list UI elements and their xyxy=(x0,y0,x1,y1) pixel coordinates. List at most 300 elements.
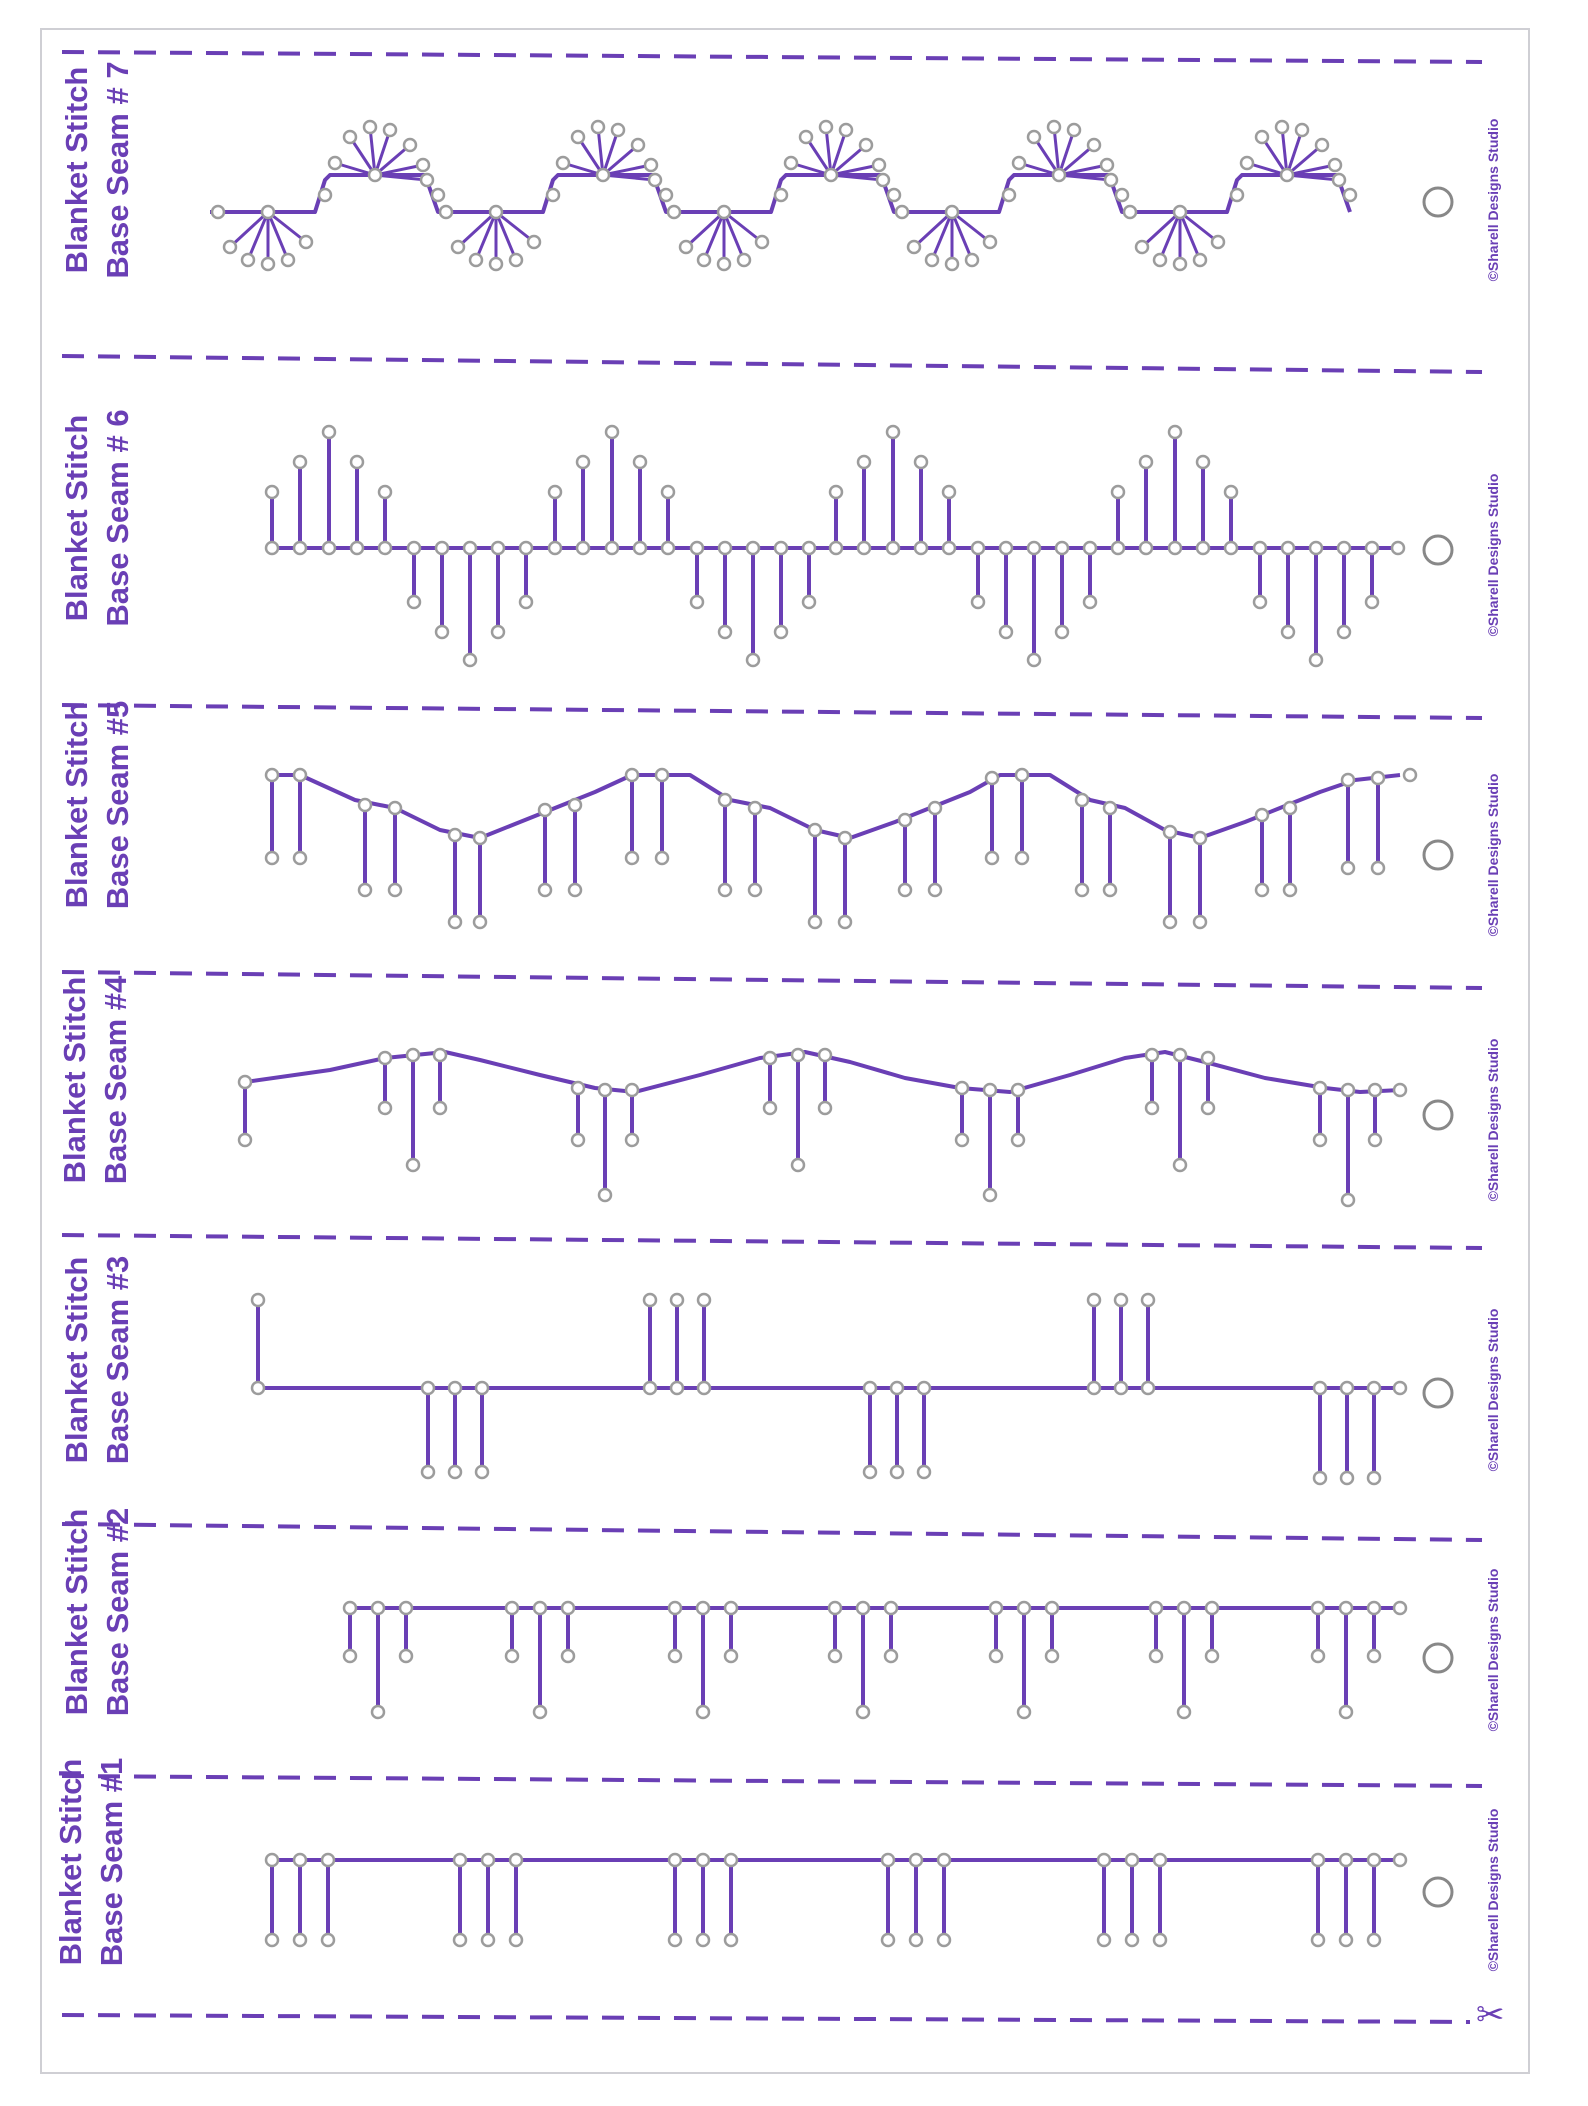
stitch-hole xyxy=(775,542,787,554)
stitch-hole xyxy=(1241,157,1253,169)
stitch-hole xyxy=(1101,159,1113,171)
stitch-hole xyxy=(899,814,911,826)
stitch-hole xyxy=(1369,1134,1381,1146)
seam-title xyxy=(50,1732,160,1992)
stitch-hole xyxy=(984,1189,996,1201)
stitch-hole xyxy=(990,1602,1002,1614)
stitch-hole xyxy=(1012,1134,1024,1146)
stitch-hole xyxy=(718,258,730,270)
stitch-hole xyxy=(266,852,278,864)
stitch-hole xyxy=(1202,1052,1214,1064)
stitch-hole xyxy=(323,542,335,554)
stitch-hole xyxy=(634,542,646,554)
stitch-hole xyxy=(572,131,584,143)
stitch-hole xyxy=(800,131,812,143)
stitch-hole xyxy=(1366,596,1378,608)
stitch-hole xyxy=(266,1934,278,1946)
stitch-hole xyxy=(592,121,604,133)
stitch-hole xyxy=(266,1854,278,1866)
stitch-hole xyxy=(1312,1650,1324,1662)
stitch-hole xyxy=(510,254,522,266)
seam-title-line1: Blanket Stitch xyxy=(59,1256,94,1464)
stitch-hole xyxy=(840,124,852,136)
stitch-hole xyxy=(1394,1602,1406,1614)
stitch-hole xyxy=(1164,826,1176,838)
stitch-hole xyxy=(864,1466,876,1478)
stitch-hole xyxy=(885,1602,897,1614)
stitch-hole xyxy=(1028,654,1040,666)
stitch-hole xyxy=(725,1934,737,1946)
punch-hole xyxy=(1424,841,1452,869)
stitch-hole xyxy=(1312,1854,1324,1866)
stitch-hole xyxy=(1076,884,1088,896)
stitch-hole xyxy=(562,1650,574,1662)
stitch-hole xyxy=(359,884,371,896)
stitch-hole xyxy=(539,804,551,816)
stitch-hole xyxy=(680,241,692,253)
stitch-hole xyxy=(1016,852,1028,864)
stitch-hole xyxy=(1254,542,1266,554)
stitch-hole xyxy=(719,884,731,896)
seam-title-line1: Blanket Stitch xyxy=(59,701,94,909)
stitch-hole xyxy=(1088,1382,1100,1394)
stitch-hole xyxy=(956,1134,968,1146)
stitch-hole xyxy=(986,772,998,784)
stitch-hole xyxy=(946,258,958,270)
stitch-hole xyxy=(764,1052,776,1064)
stitch-hole xyxy=(1206,1602,1218,1614)
stitch-hole xyxy=(252,1294,264,1306)
stitch-hole xyxy=(1197,542,1209,554)
stitch-hole xyxy=(929,884,941,896)
stitch-hole xyxy=(656,769,668,781)
seam-title-line1: Blanket Stitch xyxy=(59,414,94,622)
stitch-hole xyxy=(572,1082,584,1094)
stitch-hole xyxy=(857,1602,869,1614)
seam-title xyxy=(56,1230,166,1490)
stitch-hole xyxy=(669,1602,681,1614)
stitch-hole xyxy=(1164,916,1176,928)
stitch-hole xyxy=(1140,456,1152,468)
stitch-hole xyxy=(1197,456,1209,468)
stitch-hole xyxy=(294,456,306,468)
stitch-hole xyxy=(1115,1294,1127,1306)
stitch-hole xyxy=(809,916,821,928)
stitch-hole xyxy=(718,206,730,218)
stitch-hole xyxy=(562,1602,574,1614)
stitch-hole xyxy=(408,542,420,554)
stitch-hole xyxy=(421,174,433,186)
stitch-hole xyxy=(626,769,638,781)
stitch-hole xyxy=(606,542,618,554)
stitch-hole xyxy=(569,799,581,811)
stitch-hole xyxy=(417,159,429,171)
stitch-hole xyxy=(764,1102,776,1114)
seam-title xyxy=(56,675,166,935)
stitch-hole xyxy=(775,626,787,638)
stitch-hole xyxy=(1142,1382,1154,1394)
stitch-hole xyxy=(719,542,731,554)
stitch-hole xyxy=(887,542,899,554)
stitch-hole xyxy=(896,206,908,218)
stitch-hole xyxy=(1105,174,1117,186)
stitch-hole xyxy=(1368,1472,1380,1484)
stitch-hole xyxy=(1084,596,1096,608)
stitch-hole xyxy=(984,236,996,248)
stitch-hole xyxy=(1018,1706,1030,1718)
stitch-hole xyxy=(464,654,476,666)
stitch-hole xyxy=(632,139,644,151)
stitch-hole xyxy=(1169,542,1181,554)
stitch-hole xyxy=(1028,131,1040,143)
stitch-hole xyxy=(407,1159,419,1171)
stitch-hole xyxy=(597,169,609,181)
stitch-hole xyxy=(1206,1650,1218,1662)
stitch-hole xyxy=(300,236,312,248)
stitch-hole xyxy=(436,542,448,554)
stitch-hole xyxy=(549,486,561,498)
scissors-icon: ✂ xyxy=(1476,1995,1505,2035)
stitch-hole xyxy=(738,254,750,266)
stitch-hole xyxy=(1174,258,1186,270)
stitch-hole xyxy=(908,241,920,253)
stitch-hole xyxy=(626,852,638,864)
stitch-hole xyxy=(719,794,731,806)
stitch-hole xyxy=(1012,1084,1024,1096)
stitch-hole xyxy=(1000,626,1012,638)
stitch-hole xyxy=(1394,1382,1406,1394)
stitch-hole xyxy=(785,157,797,169)
stitch-hole xyxy=(422,1466,434,1478)
stitch-hole xyxy=(1178,1602,1190,1614)
copyright-credit: ©Sharell Designs Studio xyxy=(1485,1808,1501,1972)
stitch-hole xyxy=(819,1049,831,1061)
stitch-hole xyxy=(1256,131,1268,143)
stitch-hole xyxy=(910,1854,922,1866)
stitch-hole xyxy=(379,1102,391,1114)
stitch-hole xyxy=(557,157,569,169)
stitch-hole xyxy=(698,254,710,266)
stitch-hole xyxy=(830,486,842,498)
stitch-hole xyxy=(645,159,657,171)
stitch-hole xyxy=(972,596,984,608)
stitch-hole xyxy=(1340,1706,1352,1718)
stitch-hole xyxy=(239,1076,251,1088)
stitch-hole xyxy=(966,254,978,266)
stitch-hole xyxy=(490,258,502,270)
stitch-hole xyxy=(1013,157,1025,169)
cut-line xyxy=(62,52,1482,62)
stitch-hole xyxy=(492,542,504,554)
stitch-hole xyxy=(803,596,815,608)
punch-hole xyxy=(1424,536,1452,564)
stitch-hole xyxy=(510,1854,522,1866)
stitch-hole xyxy=(839,832,851,844)
stitch-hole xyxy=(1098,1854,1110,1866)
stitch-hole xyxy=(474,832,486,844)
stitch-hole xyxy=(857,1706,869,1718)
stitch-hole xyxy=(569,884,581,896)
stitch-hole xyxy=(820,121,832,133)
seam-title-line2: Base Seam #4 xyxy=(98,975,133,1185)
stitch-hole xyxy=(1116,189,1128,201)
stitch-hole xyxy=(464,542,476,554)
stitch-hole xyxy=(656,852,668,864)
stitch-hole xyxy=(400,1650,412,1662)
stitch-hole xyxy=(1366,542,1378,554)
stitch-hole xyxy=(1368,1602,1380,1614)
stitch-hole xyxy=(599,1084,611,1096)
stitch-hole xyxy=(224,241,236,253)
stitch-hole xyxy=(938,1854,950,1866)
stitch-hole xyxy=(1124,206,1136,218)
stitch-hole xyxy=(1333,174,1345,186)
seam-title-line2: Base Seam #1 xyxy=(94,1757,129,1967)
stitch-hole xyxy=(1310,654,1322,666)
stitch-hole xyxy=(389,884,401,896)
stitch-hole xyxy=(864,1382,876,1394)
stitch-hole xyxy=(1225,542,1237,554)
stitch-hole xyxy=(528,236,540,248)
stitch-hole xyxy=(1018,1602,1030,1614)
stitch-hole xyxy=(577,456,589,468)
stitch-hole xyxy=(434,1049,446,1061)
stitch-hole xyxy=(956,1082,968,1094)
stitch-hole xyxy=(1314,1382,1326,1394)
stitch-hole xyxy=(1169,426,1181,438)
stitch-hole xyxy=(697,1934,709,1946)
stitch-hole xyxy=(888,189,900,201)
stitch-hole xyxy=(697,1602,709,1614)
stitch-hole xyxy=(294,769,306,781)
stitch-hole xyxy=(389,802,401,814)
stitch-hole xyxy=(476,1466,488,1478)
stitch-hole xyxy=(1392,542,1404,554)
seam-title-line2: Base Seam #2 xyxy=(100,1507,135,1717)
stitch-hole xyxy=(1231,189,1243,201)
stitch-hole xyxy=(454,1854,466,1866)
stitch-hole xyxy=(1368,1854,1380,1866)
stitch-hole xyxy=(242,254,254,266)
stitch-hole xyxy=(344,1602,356,1614)
stitch-hole xyxy=(408,596,420,608)
stitch-hole xyxy=(369,169,381,181)
stitch-hole xyxy=(649,174,661,186)
stitch-hole xyxy=(1046,1602,1058,1614)
stitch-hole xyxy=(379,486,391,498)
seam-title-line1: Blanket Stitch xyxy=(59,1508,94,1716)
punch-hole xyxy=(1424,1878,1452,1906)
stitch-hole xyxy=(829,1650,841,1662)
stitch-hole xyxy=(1136,241,1148,253)
stitch-hole xyxy=(719,626,731,638)
stitch-hole xyxy=(1281,169,1293,181)
stitch-hole xyxy=(819,1102,831,1114)
stitch-hole xyxy=(359,799,371,811)
seam-title xyxy=(54,950,164,1210)
seam-path xyxy=(272,775,1400,838)
seam-title-line2: Base Seam #5 xyxy=(100,700,135,910)
stitch-hole xyxy=(1338,542,1350,554)
stitch-hole xyxy=(749,802,761,814)
stitch-hole xyxy=(1174,206,1186,218)
stitch-hole xyxy=(1084,542,1096,554)
stitch-hole xyxy=(262,258,274,270)
stitch-hole xyxy=(803,542,815,554)
seam-title-line2: Base Seam # 6 xyxy=(100,409,135,627)
stitch-hole xyxy=(1284,884,1296,896)
seam-title xyxy=(56,40,166,300)
stitch-hole xyxy=(1140,542,1152,554)
stitch-hole xyxy=(990,1650,1002,1662)
stitch-hole xyxy=(329,157,341,169)
stitch-hole xyxy=(1126,1934,1138,1946)
stitch-hole xyxy=(1342,862,1354,874)
stitch-hole xyxy=(1056,626,1068,638)
stitch-hole xyxy=(344,1650,356,1662)
stitch-hole xyxy=(1048,121,1060,133)
stitch-hole xyxy=(860,139,872,151)
stitch-hole xyxy=(344,131,356,143)
stitch-hole xyxy=(634,456,646,468)
stitch-hole xyxy=(1046,1650,1058,1662)
stitch-hole xyxy=(669,1650,681,1662)
cut-line xyxy=(62,1524,1482,1540)
stitch-hole xyxy=(266,769,278,781)
stitch-hole xyxy=(432,189,444,201)
stitch-hole xyxy=(379,542,391,554)
stitch-hole xyxy=(915,456,927,468)
stitch-hole xyxy=(887,426,899,438)
stitch-hole xyxy=(691,596,703,608)
stitch-hole xyxy=(1053,169,1065,181)
stitch-hole xyxy=(1003,189,1015,201)
stitch-hole xyxy=(1174,1159,1186,1171)
stitch-hole xyxy=(1314,1472,1326,1484)
seam-title-line1: Blanket Stitch xyxy=(53,1758,88,1966)
stitch-hole xyxy=(510,1934,522,1946)
stitch-hole xyxy=(1028,542,1040,554)
stitch-hole xyxy=(915,542,927,554)
stitch-hole xyxy=(1225,486,1237,498)
stitch-hole xyxy=(1340,1854,1352,1866)
stitch-hole xyxy=(1369,1084,1381,1096)
stitch-hole xyxy=(918,1466,930,1478)
stitch-hole xyxy=(698,1382,710,1394)
stitch-hole xyxy=(1338,626,1350,638)
stitch-hole xyxy=(449,1382,461,1394)
stitch-hole xyxy=(599,1189,611,1201)
copyright-credit: ©Sharell Designs Studio xyxy=(1485,1308,1501,1472)
stitch-hole xyxy=(490,206,502,218)
stitch-hole xyxy=(1126,1854,1138,1866)
stitch-hole xyxy=(612,124,624,136)
stitch-hole xyxy=(725,1602,737,1614)
stitch-hole xyxy=(882,1854,894,1866)
stitch-hole xyxy=(476,1382,488,1394)
stitch-hole xyxy=(252,1382,264,1394)
stitch-hole xyxy=(829,1602,841,1614)
stitch-hole xyxy=(662,542,674,554)
stitch-hole xyxy=(1194,832,1206,844)
stitch-hole xyxy=(1341,1472,1353,1484)
stitch-hole xyxy=(858,456,870,468)
stitch-hole xyxy=(294,542,306,554)
stitch-hole xyxy=(725,1650,737,1662)
stitch-hole xyxy=(1316,139,1328,151)
stitch-hole xyxy=(1276,121,1288,133)
cut-line xyxy=(62,972,1482,988)
stitch-hole xyxy=(839,916,851,928)
stitch-hole xyxy=(1312,1602,1324,1614)
stitch-hole xyxy=(1076,794,1088,806)
stitch-hole xyxy=(1142,1294,1154,1306)
stitch-hole xyxy=(938,1934,950,1946)
stitch-hole xyxy=(470,254,482,266)
stitch-hole xyxy=(454,1934,466,1946)
stitch-hole xyxy=(899,884,911,896)
stitch-hole xyxy=(322,1854,334,1866)
stitch-hole xyxy=(669,1934,681,1946)
stitch-hole xyxy=(691,542,703,554)
stitch-hole xyxy=(1372,862,1384,874)
stitch-hole xyxy=(323,426,335,438)
stitch-hole xyxy=(873,159,885,171)
stitch-hole xyxy=(1112,542,1124,554)
stitch-hole xyxy=(972,542,984,554)
stitch-hole xyxy=(1296,124,1308,136)
stitch-hole xyxy=(1154,1854,1166,1866)
seam-title xyxy=(56,1482,166,1742)
punch-hole xyxy=(1424,1379,1452,1407)
stitch-hole xyxy=(1202,1102,1214,1114)
stitch-hole xyxy=(294,1934,306,1946)
stitch-hole xyxy=(372,1602,384,1614)
cut-line xyxy=(62,356,1482,372)
stitch-hole xyxy=(747,654,759,666)
stitch-hole xyxy=(891,1466,903,1478)
stitch-hole xyxy=(1146,1049,1158,1061)
copyright-credit: ©Sharell Designs Studio xyxy=(1485,473,1501,637)
stitch-hole xyxy=(858,542,870,554)
stitch-hole xyxy=(830,542,842,554)
stitch-hole xyxy=(1154,1934,1166,1946)
stitch-hole xyxy=(1394,1084,1406,1096)
stitch-hole xyxy=(474,916,486,928)
stitch-hole xyxy=(698,1294,710,1306)
stitch-hole xyxy=(482,1854,494,1866)
stitch-hole xyxy=(547,189,559,201)
stitch-hole xyxy=(671,1382,683,1394)
stitch-hole xyxy=(1000,542,1012,554)
stitch-hole xyxy=(549,542,561,554)
stitch-hole xyxy=(626,1084,638,1096)
stitch-hole xyxy=(482,1934,494,1946)
stitch-hole xyxy=(660,189,672,201)
stitch-hole xyxy=(322,1934,334,1946)
stitch-hole xyxy=(539,884,551,896)
stitch-hole xyxy=(1282,542,1294,554)
stitch-hole xyxy=(1098,1934,1110,1946)
stitch-hole xyxy=(1056,542,1068,554)
stitch-hole xyxy=(506,1650,518,1662)
cut-line xyxy=(62,705,1482,718)
stitch-hole xyxy=(1088,1294,1100,1306)
stitch-hole xyxy=(792,1159,804,1171)
stitch-hole xyxy=(1368,1650,1380,1662)
copyright-credit: ©Sharell Designs Studio xyxy=(1485,773,1501,937)
stitch-hole xyxy=(669,1854,681,1866)
